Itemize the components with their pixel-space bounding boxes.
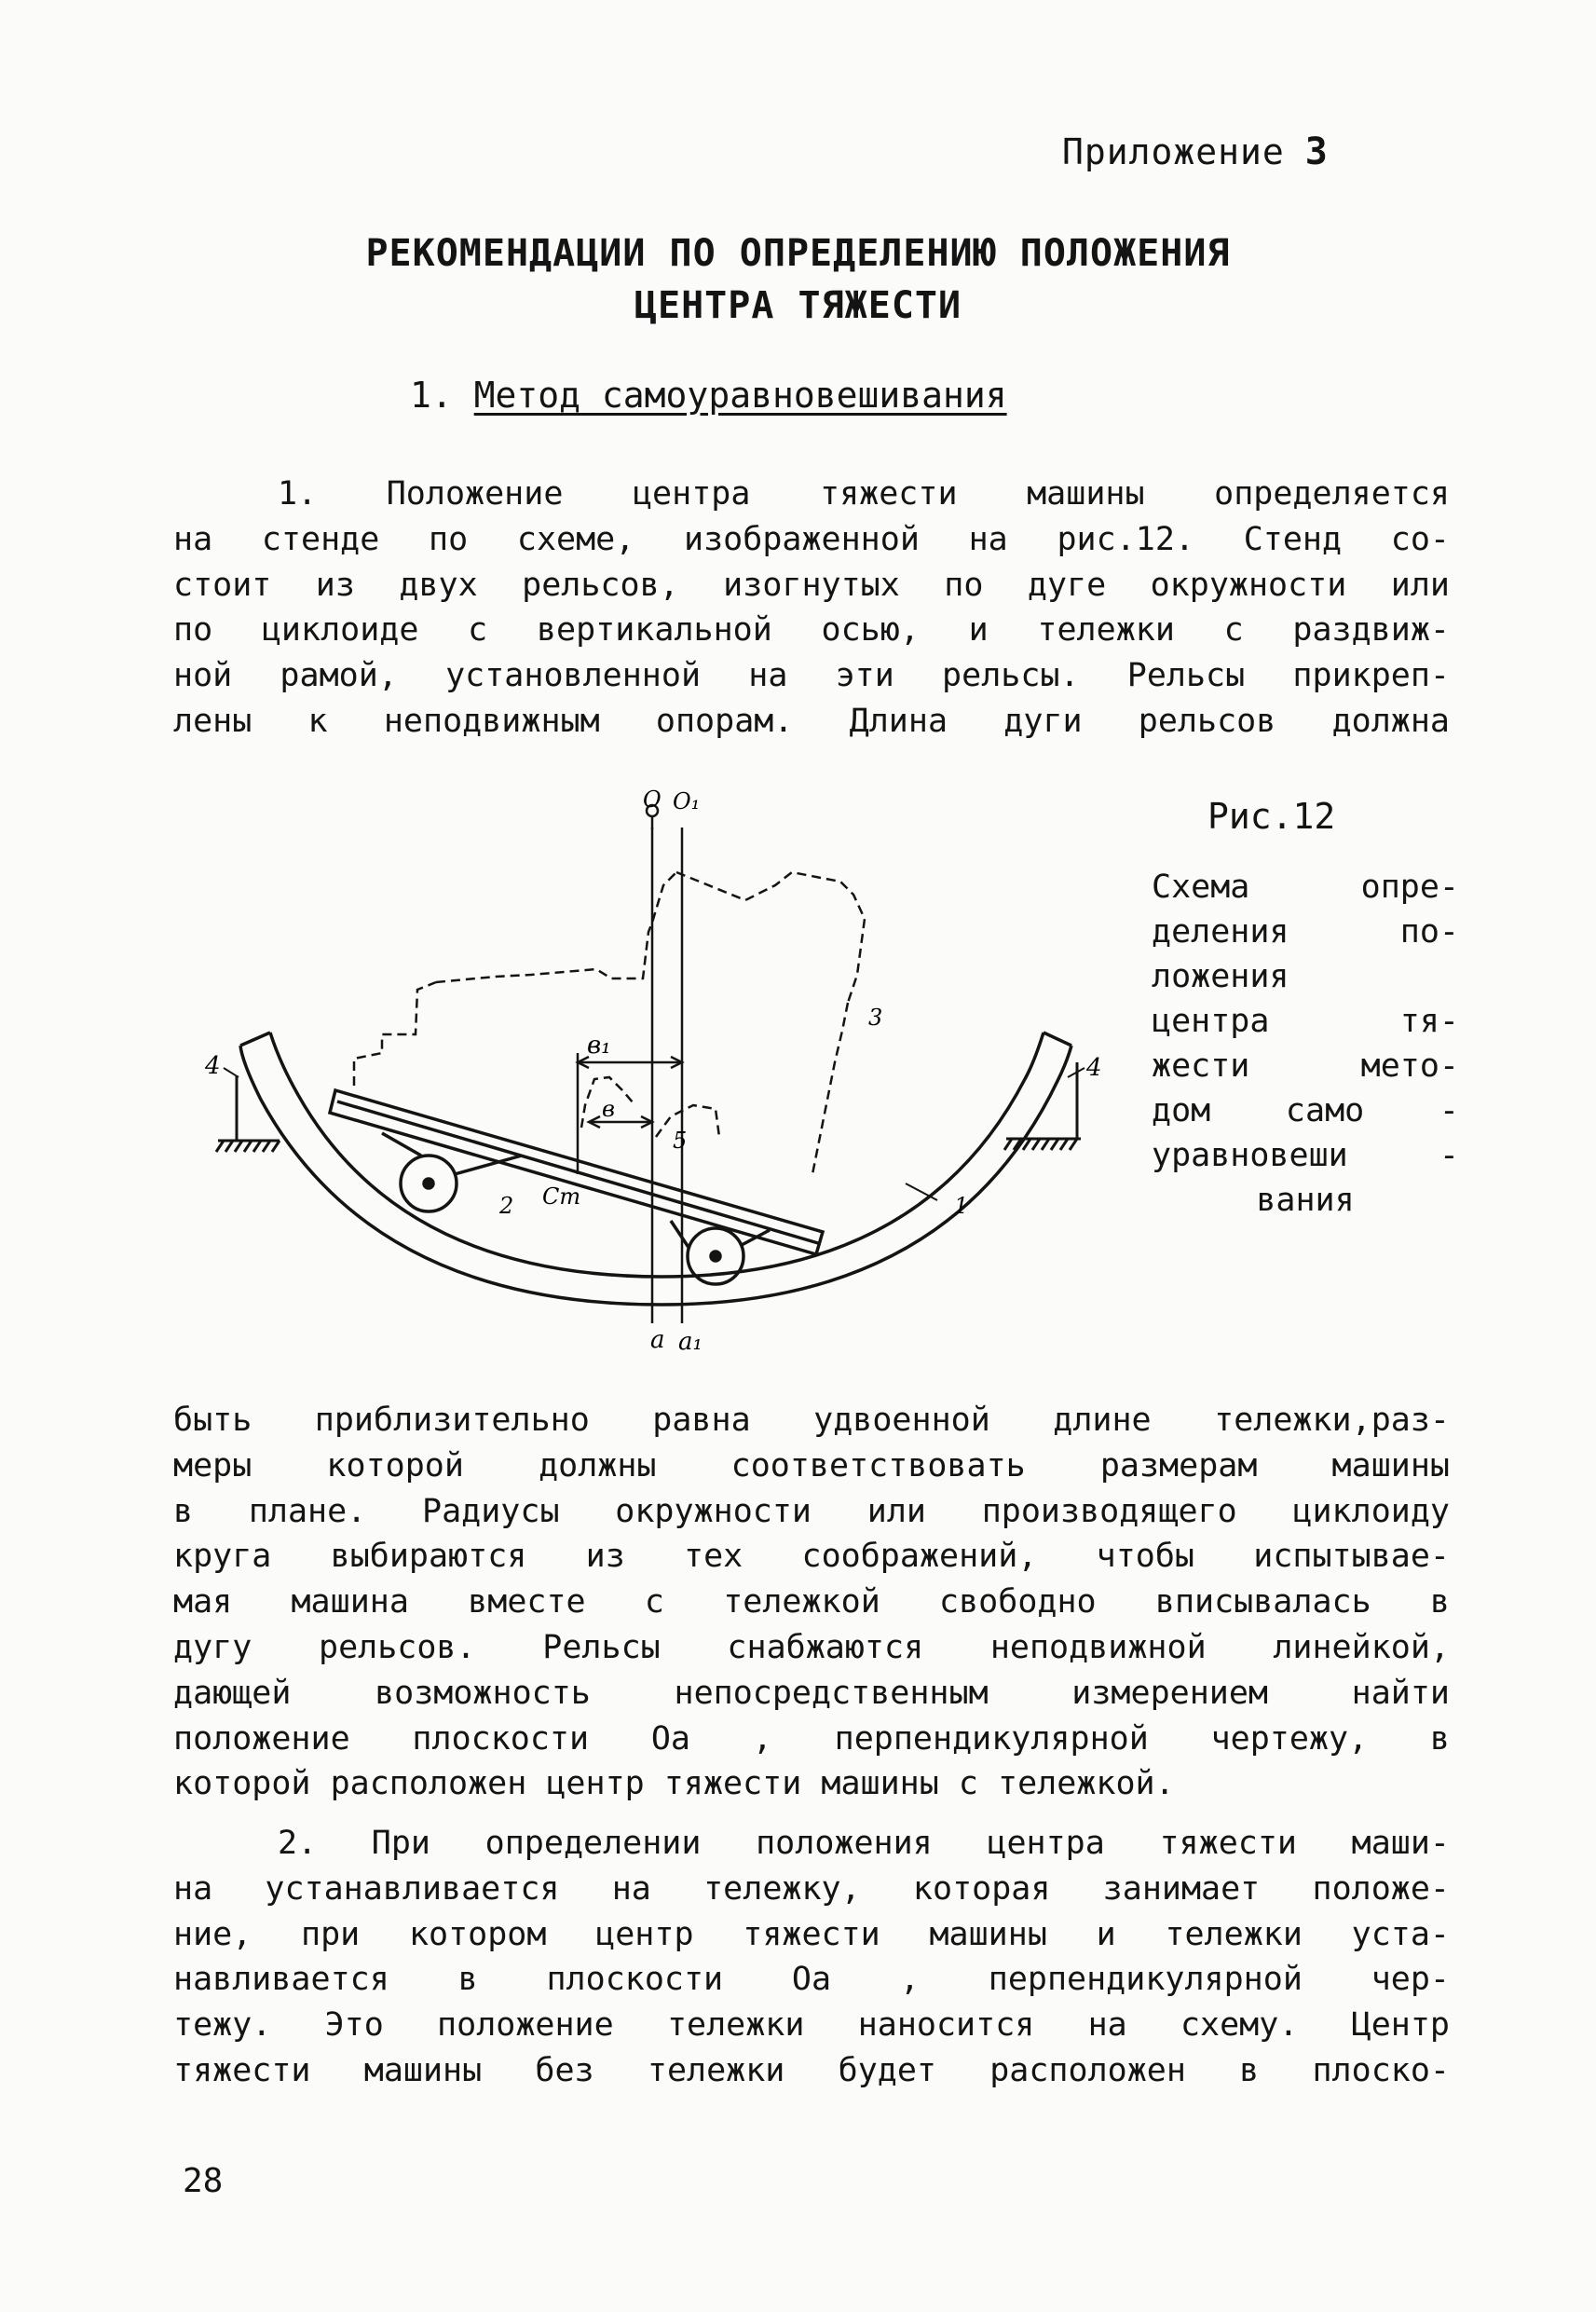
figure-12-diagram: [205, 783, 1137, 1379]
text-line: в плане. Радиусы окружности или производящего циклоиду: [173, 1492, 1450, 1530]
label-dim-b1: в₁: [587, 1032, 611, 1060]
text-line: меры которой должны соответствовать размерам машины: [173, 1446, 1450, 1484]
page-title-line-2: ЦЕНТРА ТЯЖЕСТИ: [634, 284, 962, 327]
axis-lines: [652, 816, 682, 1323]
text-line: тяжести машины без тележки будет расположен в плоско-: [173, 2051, 1450, 2089]
text-line: навливается в плоскости Оа , перпендикулярной чер-: [173, 1961, 1450, 1999]
text-line: которой расположен центр тяжести машины с тележкой.: [173, 1765, 1175, 1803]
caption-line: Схема опре-: [1152, 869, 1459, 906]
caption-line: ложения: [1152, 958, 1289, 995]
caption-line: деления по-: [1152, 913, 1459, 951]
text-line: 1. Положение центра тяжести машины определяется: [278, 475, 1450, 513]
label-5: 5: [673, 1128, 688, 1154]
text-line: на стенде по схеме, изображенной на рис.12. Стенд со-: [173, 520, 1450, 558]
caption-line: жести мето-: [1152, 1047, 1459, 1085]
text-line: стоит из двух рельсов, изогнутых по дуге окружности или: [173, 566, 1450, 604]
leader-line-1: [906, 1183, 937, 1200]
label-2: 2: [499, 1193, 514, 1219]
leader-line-4-left: [224, 1068, 239, 1077]
text-line: ние, при котором центр тяжести машины и тележки уста-: [173, 1915, 1450, 1953]
label-axis-o1: O₁: [673, 788, 701, 814]
curved-rail: [240, 1033, 1071, 1305]
label-axis-a1: a₁: [678, 1328, 703, 1356]
text-line: по циклоиде с вертикальной осью, и тележки с раздвиж-: [173, 611, 1450, 650]
caption-line: дом само -: [1152, 1092, 1459, 1129]
appendix-number: 3: [1304, 130, 1329, 173]
text-line: мая машина вместе с тележкой свободно вписывалась в: [173, 1583, 1450, 1621]
label-dim-b: в: [602, 1096, 615, 1122]
paragraph-2: [173, 1398, 1450, 1807]
label-4-right: 4: [1086, 1054, 1102, 1082]
figure-caption: [1152, 865, 1459, 1223]
text-line: круга выбираются из тех соображений, чтобы испытывае-: [173, 1538, 1450, 1576]
text-line: лены к неподвижным опорам. Длина дуги рельсов должна: [173, 702, 1450, 740]
label-axis-a: a: [650, 1326, 665, 1354]
caption-line: вания: [1256, 1182, 1355, 1219]
label-3: 3: [868, 1005, 883, 1031]
text-line: ной рамой, установленной на эти рельсы. Рельсы прикреп-: [173, 657, 1450, 695]
section-heading: [410, 375, 1007, 416]
appendix-label: Приложение: [1062, 131, 1285, 172]
text-line: положение плоскости Оа , перпендикулярной чертежу, в: [173, 1719, 1450, 1758]
section-number: 1.: [410, 375, 453, 416]
caption-line: уравновеши -: [1152, 1137, 1459, 1174]
label-4-left: 4: [205, 1052, 221, 1080]
figure-number: Рис.12: [1207, 796, 1336, 837]
appendix-heading: [1062, 130, 1329, 173]
text-line: тежу. Это положение тележки наносится на схему. Центр: [173, 2006, 1450, 2045]
text-line: на устанавливается на тележку, которая занимает положе-: [173, 1869, 1450, 1908]
text-line: дающей возможность непосредственным измерением найти: [173, 1674, 1450, 1712]
dimension-lines: [578, 1053, 682, 1174]
page-number: 28: [183, 2162, 224, 2200]
label-1: 1: [954, 1193, 969, 1219]
text-line: 2. При определении положения центра тяжести маши-: [278, 1825, 1450, 1862]
paragraph-3: [173, 1821, 1450, 2094]
section-title: Метод самоуравновешивания: [473, 375, 1007, 416]
label-axis-o: O: [643, 787, 662, 813]
label-cm: Cm: [542, 1183, 581, 1210]
caption-line: центра тя-: [1152, 1003, 1459, 1040]
text-line: быть приблизительно равна удвоенной длине тележки,раз-: [173, 1402, 1450, 1439]
page-title-line-1: РЕКОМЕНДАЦИИ ПО ОПРЕДЕЛЕНИЮ ПОЛОЖЕНИЯ: [365, 232, 1231, 275]
paragraph-1: [173, 472, 1450, 745]
text-line: дугу рельсов. Рельсы снабжаются неподвижной линейкой,: [173, 1628, 1450, 1666]
